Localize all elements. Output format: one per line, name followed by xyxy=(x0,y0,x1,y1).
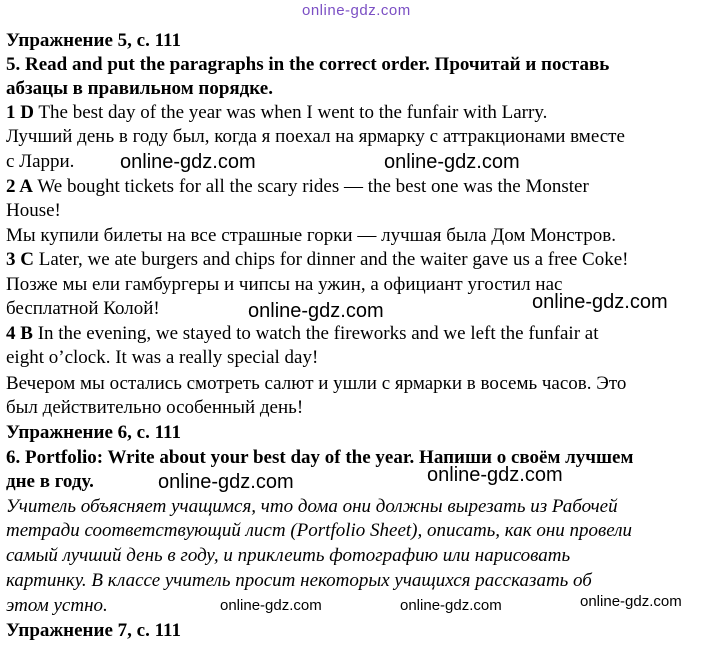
teacher-note-line-4: картинку. В классе учитель просит некоторых учащихся рассказать об xyxy=(6,570,592,591)
watermark: online-gdz.com xyxy=(220,597,322,614)
exercise-6-heading: Упражнение 6, с. 111 xyxy=(6,422,181,443)
paragraph-1-ru-line-2: с Ларри. xyxy=(6,151,75,172)
exercise-6-task-line-2: дне в году. xyxy=(6,471,94,492)
watermark: online-gdz.com xyxy=(248,300,384,322)
paragraph-4-en-line-1 xyxy=(6,322,599,346)
exercise-6-task-line-1: 6. Portfolio: Write about your best day of the year. Напиши о своём лучшем xyxy=(6,447,634,468)
watermark: online-gdz.com xyxy=(427,464,563,486)
exercise-5-heading: Упражнение 5, с. 111 xyxy=(6,30,181,51)
paragraph-3-label: 3 C xyxy=(6,249,34,270)
paragraph-4-en-text: In the evening, we stayed to watch the fireworks and we left the funfair at xyxy=(37,323,599,344)
watermark-top: online-gdz.com xyxy=(302,2,411,19)
watermark: online-gdz.com xyxy=(400,597,502,614)
paragraph-3-ru-line-2: бесплатной Колой! xyxy=(6,298,160,319)
paragraph-1-en-text: The best day of the year was when I went to the funfair with Larry. xyxy=(38,102,548,123)
paragraph-1-en xyxy=(6,101,547,125)
watermark: online-gdz.com xyxy=(120,151,256,173)
paragraph-4-en-line-2: eight o’clock. It was a really special day! xyxy=(6,347,319,368)
paragraph-3-en-text: Later, we ate burgers and chips for dinner and the waiter gave us a free Coke! xyxy=(38,249,629,270)
watermark: online-gdz.com xyxy=(158,471,294,493)
paragraph-2-en-line-1 xyxy=(6,175,589,199)
watermark: online-gdz.com xyxy=(384,151,520,173)
exercise-5-task-line-2: абзацы в правильном порядке. xyxy=(6,78,273,99)
paragraph-1-ru-line-1: Лучший день в году был, когда я поехал на ярмарку с аттракционами вместе xyxy=(6,126,625,147)
paragraph-3-en xyxy=(6,248,629,272)
paragraph-3-ru-line-1: Позже мы ели гамбургеры и чипсы на ужин, а официант угостил нас xyxy=(6,274,563,295)
exercise-5-task-line-1: 5. Read and put the paragraphs in the correct order. Прочитай и поставь xyxy=(6,54,610,75)
paragraph-2-label: 2 A xyxy=(6,176,33,197)
exercise-7-heading: Упражнение 7, с. 111 xyxy=(6,620,181,641)
watermark: online-gdz.com xyxy=(532,291,668,313)
paragraph-1-label: 1 D xyxy=(6,102,34,123)
paragraph-2-en-text: We bought tickets for all the scary rides — the best one was the Monster xyxy=(37,176,589,197)
paragraph-4-label: 4 B xyxy=(6,323,33,344)
paragraph-2-ru: Мы купили билеты на все страшные горки — лучшая была Дом Монстров. xyxy=(6,225,616,246)
watermark: online-gdz.com xyxy=(580,593,682,610)
paragraph-4-ru-line-2: был действительно особенный день! xyxy=(6,397,304,418)
paragraph-2-en-line-2: House! xyxy=(6,200,61,221)
teacher-note-line-5: этом устно. xyxy=(6,595,108,616)
teacher-note-line-3: самый лучший день в году, и приклеить фотографию или нарисовать xyxy=(6,545,571,566)
teacher-note-line-1: Учитель объясняет учащимся, что дома они должны вырезать из Рабочей xyxy=(6,496,618,517)
paragraph-4-ru-line-1: Вечером мы остались смотреть салют и ушли с ярмарки в восемь часов. Это xyxy=(6,373,627,394)
teacher-note-line-2: тетради соответствующий лист (Portfolio Sheet), описать, как они провели xyxy=(6,520,633,541)
